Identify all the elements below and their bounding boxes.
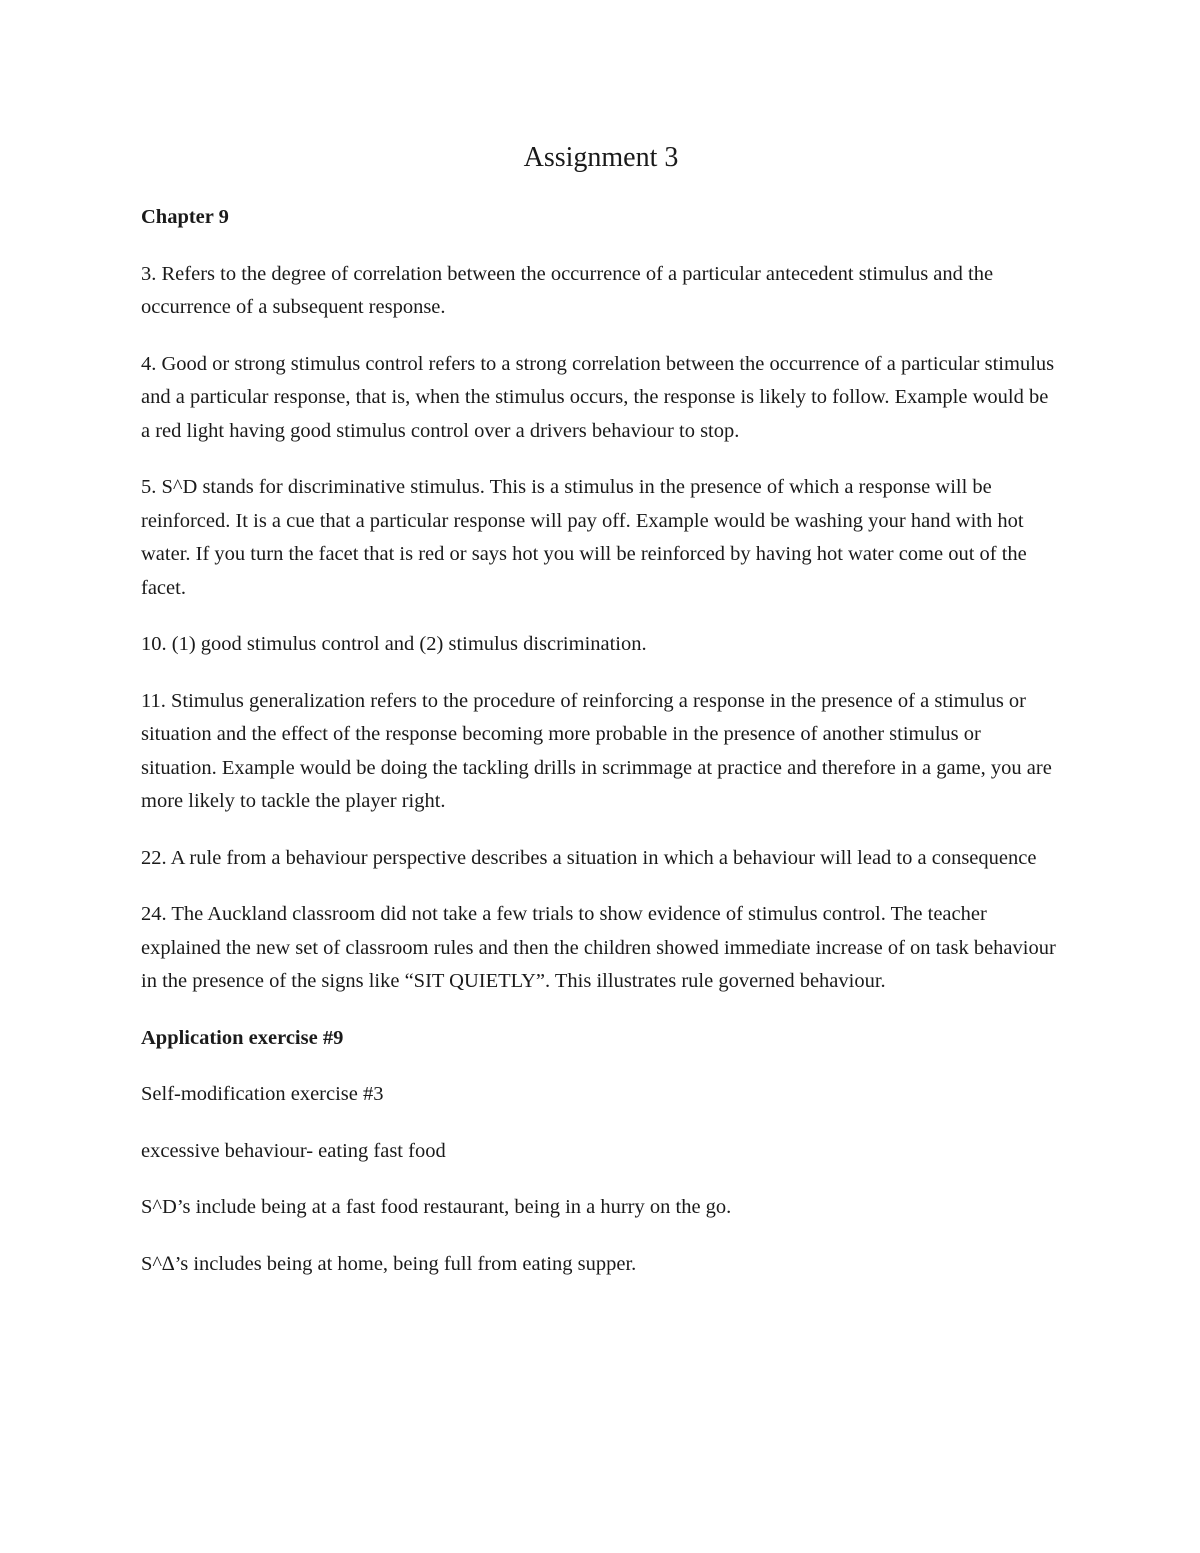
chapter-heading: Chapter 9 [141,206,229,228]
excessive-behaviour-line: excessive behaviour- eating fast food [141,1139,446,1162]
document-title: Assignment 3 [523,142,679,173]
answer-5: 5. S^D stands for discriminative stimulus. This is a stimulus in the presence of which a response will be reinforced. It is a cue that a particular response will pay off. Example would be washing your hand with hot water. If you turn the facet that is red or says hot you will be reinforced by having hot water come out of the facet. [141,476,1027,599]
answer-4: 4. Good or strong stimulus control refers to a strong correlation between the occurrence of a particular stimulus and a particular response, that is, when the stimulus occurs, the response is likely to follow. Example would be a red light having good stimulus control over a drivers behaviour to stop. [141,352,1055,442]
document-body [141,140,1061,1304]
answer-11: 11. Stimulus generalization refers to the procedure of reinforcing a response in the presence of a stimulus or situation and the effect of the response becoming more probable in the presence of another stimulus or situation. Example would be doing the tackling drills in scrimmage at practice and therefore in a game, you are more likely to tackle the player right. [141,689,1052,812]
sdelta-line: S^∆’s includes being at home, being full from eating supper. [141,1252,637,1275]
answer-10: 10. (1) good stimulus control and (2) stimulus discrimination. [141,633,647,655]
sd-line: S^D’s include being at a fast food restaurant, being in a hurry on the go. [141,1196,732,1218]
application-exercise-heading: Application exercise #9 [141,1026,344,1049]
answer-24: 24. The Auckland classroom did not take a few trials to show evidence of stimulus control. The teacher explained the new set of classroom rules and then the children showed immediate increase of on task behaviour in the presence of the signs like “SIT QUIETLY”. This illustrates rule governed behaviour. [141,903,1056,992]
answer-22: 22. A rule from a behaviour perspective describes a situation in which a behaviour will lead to a consequence [141,846,1037,869]
self-modification-heading: Self-modification exercise #3 [141,1083,384,1105]
answer-3: 3. Refers to the degree of correlation between the occurrence of a particular antecedent stimulus and the occurrence of a subsequent response. [141,262,994,318]
